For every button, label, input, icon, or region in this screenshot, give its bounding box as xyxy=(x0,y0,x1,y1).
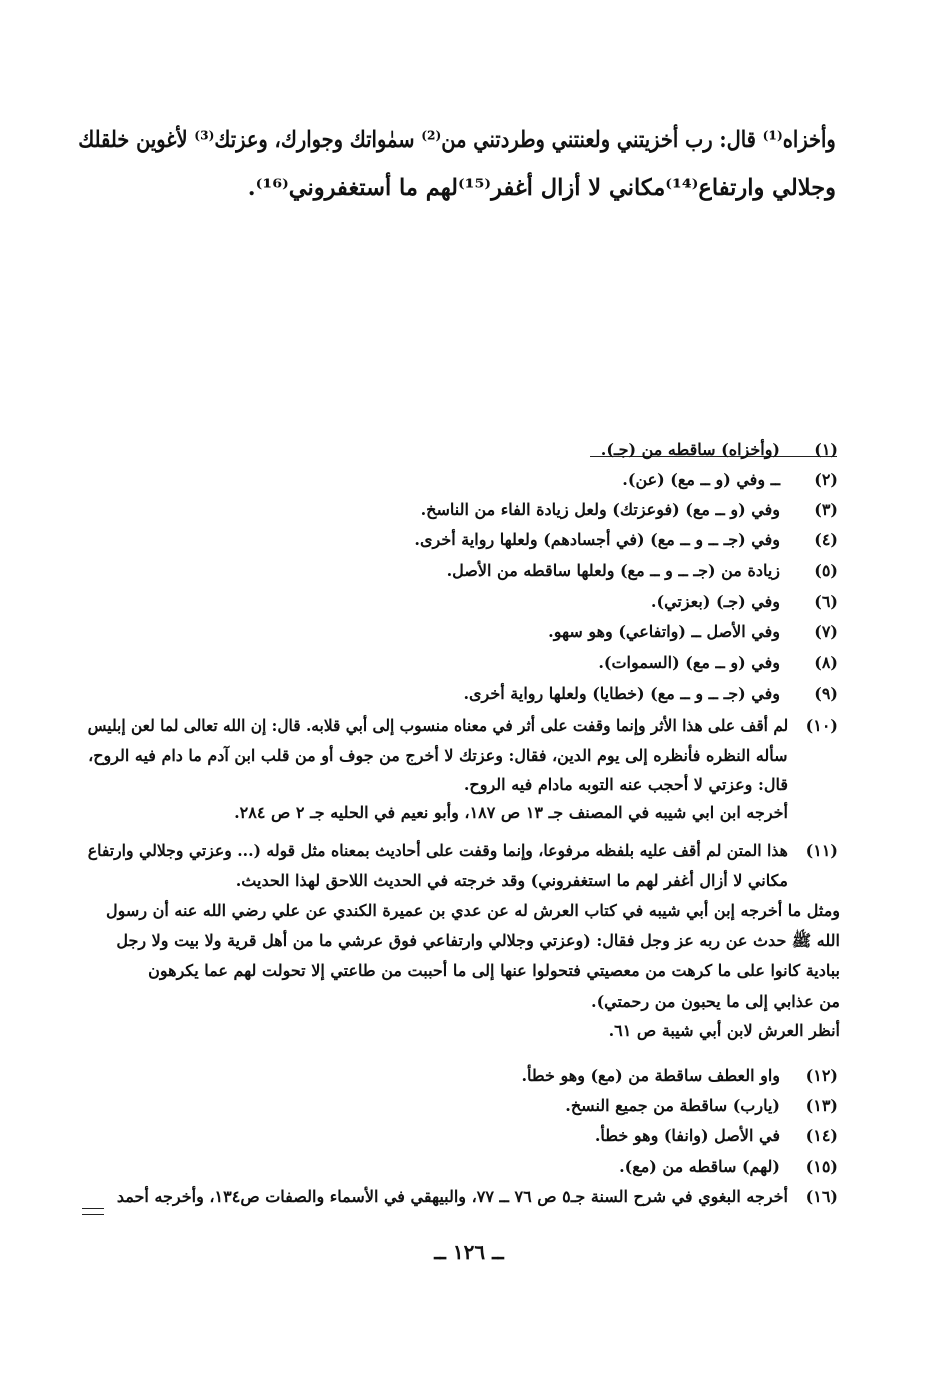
footnote-continuation: مكاني لا أزال أغفر لهم ما استغفروني) وقد خرجته في الحديث اللاحق لهذا الحديث. xyxy=(235,871,788,890)
footnote-11 xyxy=(78,841,840,1056)
footnote-number: (١) xyxy=(814,440,838,459)
footnote-15 xyxy=(78,1157,840,1187)
footnote-text: وفي (و ــ مع) (السموات). xyxy=(598,653,780,672)
footnote-number: (٢) xyxy=(814,470,838,489)
footnote-number: (١١) xyxy=(805,841,838,860)
footnote-8 xyxy=(78,653,840,683)
continuation-mark xyxy=(82,1208,104,1215)
footnote-9 xyxy=(78,684,840,714)
footnote-number: (١٦) xyxy=(805,1187,838,1206)
footnote-continuation: الله ﷺ حدث عن ربه عز وجل فقال: (وعزتي وجلالي وارتفاعي فوق عرشي ما من أهل قرية ولا بيت ولا رجل xyxy=(116,931,840,950)
main-text-line: وجلالي وارتفاع⁽¹⁴⁾مكاني لا أزال أغفر⁽¹⁵⁾لهم ما أستغفروني⁽¹⁶⁾. xyxy=(247,174,836,201)
footnote-number: (٨) xyxy=(814,653,838,672)
footnote-text: في الأصل (وانفا) وهو خطأ. xyxy=(594,1126,780,1145)
footnote-continuation: من عذابي إلى ما يحبون من رحمتي). xyxy=(591,992,840,1011)
footnote-text: وفي الأصل ــ (واتفاعي) وهو سهو. xyxy=(548,622,780,641)
footnote-continuation: سأله النظره فأنظره إلى يوم الدين، فقال: وعزتك لا أخرج من جوف أو من قلب ابن آدم ما دام فيه الروح، xyxy=(88,746,788,765)
footnote-text: (وأخزاه) ساقطه من (جـ). xyxy=(600,440,780,459)
footnote-6 xyxy=(78,592,840,622)
footnote-text: هذا المتن لم أقف عليه بلفظه مرفوعا، وإنما وقفت على أحاديث بمعناه مثل قوله (... وعزتي وجلالي وارتفاع xyxy=(87,841,788,860)
footnote-number: (١٣) xyxy=(805,1096,838,1115)
footnote-10 xyxy=(78,716,840,836)
footnote-text: زيادة من (جـ ــ و ــ مع) ولعلها ساقطه من الأصل. xyxy=(446,561,780,580)
footnote-number: (١٢) xyxy=(805,1066,838,1085)
footnote-number: (١٤) xyxy=(805,1126,838,1145)
footnote-14 xyxy=(78,1126,840,1156)
footnote-continuation: أخرجه ابن ابي شيبه في المصنف جـ ١٣ ص ١٨٧، وأبو نعيم في الحليه جـ ٢ ص ٢٨٤. xyxy=(234,803,788,822)
footnote-text: وفي (و ــ مع) (فوعزتك) ولعل زيادة الفاء من الناسخ. xyxy=(420,500,780,519)
footnote-5 xyxy=(78,561,840,591)
main-text-block xyxy=(78,122,836,206)
footnote-continuation: أنظر العرش لابن أبي شيبة ص ٦١. xyxy=(608,1021,840,1040)
main-text-line: وأخزاه⁽¹⁾ قال: رب أخزيتني ولعنتني وطردتني من⁽²⁾ سمٰواتك وجوارك، وعزتك⁽³⁾ لأغوين خلقلك xyxy=(78,127,836,153)
footnote-number: (٥) xyxy=(814,561,838,580)
footnote-2 xyxy=(78,470,840,500)
footnote-number: (١٠) xyxy=(805,716,838,735)
footnote-text: لم أقف على هذا الأثر وإنما وقفت على أثر في معناه منسوب إلى أبي قلابه. قال: إن الله تعالى لما لعن إبليس xyxy=(87,716,788,735)
footnote-text: واو العطف ساقطة من (مع) وهو خطأ. xyxy=(521,1066,780,1085)
footnote-16 xyxy=(78,1187,840,1217)
footnote-12 xyxy=(78,1066,840,1096)
footnote-number: (٧) xyxy=(814,622,838,641)
footnote-number: (٣) xyxy=(814,500,838,519)
footnote-number: (٦) xyxy=(814,592,838,611)
footnote-3 xyxy=(78,500,840,530)
footnote-7 xyxy=(78,622,840,652)
footnote-continuation: قال: وعزتي لا أحجب عنه التوبه مادام فيه الروح. xyxy=(463,775,788,794)
footnote-text: (لهم) ساقطه من (مع). xyxy=(619,1157,780,1176)
footnote-text: أخرجه البغوي في شرح السنة جـ٥ ص ٧٦ ــ ٧٧، والبيهقي في الأسماء والصفات ص١٣٤، وأخرجه أحمد xyxy=(116,1187,788,1206)
footnote-continuation: ومثل ما أخرجه إبن أبي شيبه في كتاب العرش له عن عدي بن عميرة الكندي عن علي رضي الله عنه أن رسول xyxy=(106,901,840,920)
footnote-number: (٩) xyxy=(814,684,838,703)
footnote-text: وفي (جـ ــ و ــ مع) (خطايا) ولعلها رواية أخرى. xyxy=(463,684,780,703)
footnote-13 xyxy=(78,1096,840,1126)
footnote-number: (١٥) xyxy=(805,1157,838,1176)
footnote-text: وفي (جـ) (بعزتي). xyxy=(650,592,780,611)
footnote-text: وفي (جـ ــ و ــ مع) (في أجسادهم) ولعلها رواية أخرى. xyxy=(414,530,780,549)
footnote-4 xyxy=(78,530,840,560)
footnote-number: (٤) xyxy=(814,530,838,549)
footnote-1 xyxy=(78,440,840,470)
footnote-text: ــ وفي (و ــ مع) (عن). xyxy=(622,470,780,489)
footnote-continuation: ببادية كانوا على ما كرهت من معصيتي فتحولوا عنها إلى ما أحببت من طاعتي إلا تحولت لهم عما يكرهون xyxy=(148,961,840,980)
page-number: ــ ١٢٦ ــ xyxy=(434,1240,504,1264)
footnote-text: (يارب) ساقطة من جميع النسخ. xyxy=(565,1096,780,1115)
